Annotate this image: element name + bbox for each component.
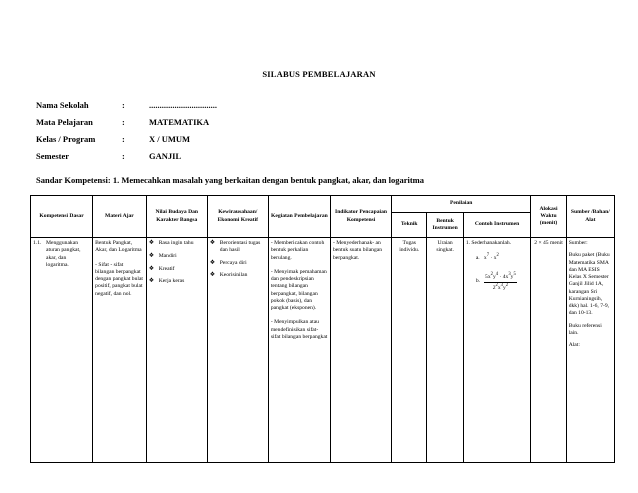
table-row <box>31 238 615 463</box>
header-teknik: Teknik <box>392 213 427 238</box>
kd-text: Menggunakan aturan pangkat, akar, dan logaritma. <box>46 240 81 268</box>
cell-kd <box>31 238 93 463</box>
meta-label: Nama Sekolah <box>36 100 89 110</box>
list-item: ❖ Kreatif <box>149 266 205 274</box>
header-kd: Kompetensi Dasar <box>31 196 93 238</box>
materi-subtopic: - Sifat - sifat bilangan berpangkat dengan pangkat bulat positif, pangkat bulat negatif, dan nol. <box>95 261 143 297</box>
header-penilaian: Penilaian <box>392 196 531 213</box>
bullet-icon <box>210 260 216 268</box>
cell-kegiatan <box>268 238 330 463</box>
bullet-icon <box>210 272 216 280</box>
header-kegiatan: Kegiatan Pembelajaran <box>268 196 330 238</box>
header-materi: Materi Ajar <box>93 196 147 238</box>
competency-standard: Sandar Kompetensi: 1. Memecahkan masalah yang berkaitan dengan bentuk pangkat, akar, dan logaritma <box>36 175 424 185</box>
meta-label: Kelas / Program <box>36 134 96 144</box>
header-alokasi: Alokasi Waktu (menit) <box>531 196 566 238</box>
kegiatan-item: - Menyimak pemahaman dan pendeskripsian tentang bilangan berpangkat, bilangan pokok (basis), dan pangkat (eksponen). <box>270 268 327 312</box>
alat-label: Alat: <box>568 342 580 349</box>
meta-colon: : <box>122 151 125 161</box>
kd-number: 1.1. <box>33 240 42 246</box>
materi-topic: Bentuk Pangkat, Akar, dan Logaritma <box>95 240 142 254</box>
meta-label: Semester <box>36 151 70 161</box>
header-contoh: Contoh Instrumen <box>463 213 531 238</box>
cell-alokasi: 2 × 45 menit <box>531 238 566 463</box>
list-item: ❖ Percaya diri <box>210 260 266 268</box>
list-item: ❖ Keorisinilan <box>210 272 266 280</box>
header-bentuk: Bentuk Instrumen <box>427 213 463 238</box>
sumber-reference: Buku referensi lain. <box>568 322 602 336</box>
bullet-icon <box>149 278 155 286</box>
cell-contoh <box>463 238 531 463</box>
cell-materi <box>93 238 147 463</box>
sumber-book: Buku paket (Buku Matematika SMA dan MA ESIS Kelas X Semester Ganjil Jilid 1A, karangan Sri Kurnianingsih, dkk) hal. 1-6, 7-9, dan 10-13. <box>568 252 610 317</box>
kegiatan-item: - Menyimpulkan atau mendefinisikan sifat- sifat bilangan berpangkat <box>270 319 328 340</box>
meta-value: X / UMUM <box>149 134 191 144</box>
bullet-icon <box>149 240 155 248</box>
meta-label: Mata Pelajaran <box>36 117 93 127</box>
header-kewirausahaan: Kewirausahaan/ Ekonomi Kreatif <box>207 196 268 238</box>
cell-sumber <box>566 238 614 463</box>
meta-value: MATEMATIKA <box>149 117 210 127</box>
cell-kewirausahaan <box>207 238 268 463</box>
list-item: ❖ Mandiri <box>149 253 205 261</box>
bullet-icon <box>210 240 216 255</box>
cell-bentuk: Uraian singkat. <box>427 238 463 463</box>
meta-colon: : <box>122 134 125 144</box>
document-title: SILABUS PEMBELAJARAN <box>262 69 376 79</box>
contoh-intro: 1. Sederhanakanlah. <box>465 240 512 246</box>
cell-indikator: - Menyederhanak- an bentuk suatu bilangan berpangkat. <box>330 238 391 463</box>
math-expression-a: a. $x^7 \cdot x^2$ <box>475 253 499 262</box>
list-item: ❖ Rasa ingin tahu <box>149 240 205 248</box>
sumber-label: Sumber: <box>568 240 588 246</box>
header-sumber: Sumber /Bahan/ Alat <box>566 196 614 238</box>
header-indikator: Indikator Pencapaian Kompetensi <box>330 196 391 238</box>
meta-value: GANJIL <box>149 151 182 161</box>
kegiatan-item: - Membericakan contoh bentuk perkalian berulang. <box>270 240 325 261</box>
list-item: ❖ Kerja keras <box>149 278 205 286</box>
math-expression-b: b. $\frac{5x^2y^4 \cdot 4x^3y^5}{2^2x^3y^2}$ <box>475 272 516 291</box>
bullet-icon <box>149 253 155 261</box>
bullet-icon <box>149 266 155 274</box>
cell-teknik: Tugas individu. <box>392 238 427 463</box>
list-item: ❖ Berorientasi tugas dan hasil <box>210 240 266 255</box>
header-nilai: Nilai Budaya Dan Karakter Bangsa <box>146 196 207 238</box>
meta-value: ................................ <box>149 100 217 110</box>
meta-colon: : <box>122 117 125 127</box>
syllabus-table <box>30 195 615 463</box>
cell-nilai <box>146 238 207 463</box>
meta-colon: : <box>122 100 125 110</box>
